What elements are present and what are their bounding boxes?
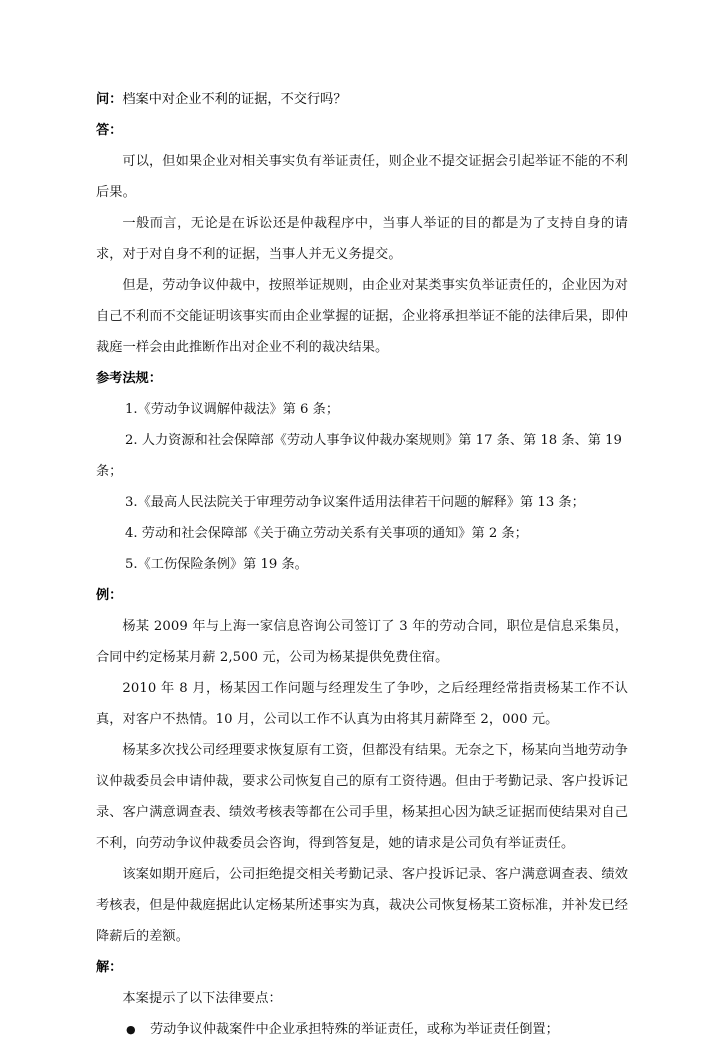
list-item: 1.《劳动争议调解仲裁法》第 6 条； <box>125 402 340 417</box>
question-line <box>96 84 628 115</box>
answer-paragraph: 可以，但如果企业对相关事实负有举证责任，则企业不提交证据会引起举证不能的不利后果。 <box>96 154 628 200</box>
list-item: 5.《工伤保险条例》第 19 条。 <box>125 557 308 572</box>
references-heading: 参考法规： <box>96 371 162 386</box>
answer-paragraph: 但是，劳动争议仲裁中，按照举证规则，由企业对某类事实负举证责任的，企业因为对自己不利而不交能证明该事实而由企业掌握的证据，企业将承担举证不能的法律后果，即仲裁庭一样会由此推断作出对企业不利的裁决结果。 <box>96 278 628 355</box>
example-heading: 例： <box>96 588 123 603</box>
references-list <box>96 394 628 580</box>
bullet-icon: ● <box>126 1023 136 1036</box>
example-paragraph: 杨某 2009 年与上海一家信息咨询公司签订了 3 年的劳动合同，职位是信息采集员，合同中约定杨某月薪 2,500 元，公司为杨某提供免费住宿。 <box>96 619 628 665</box>
analysis-intro: 本案提示了以下法律要点： <box>122 991 282 1006</box>
answer-paragraph: 一般而言，无论是在诉讼还是仲裁程序中，当事人举证的目的都是为了支持自身的请求，对于对自身不利的证据，当事人并无义务提交。 <box>96 216 628 262</box>
analysis-heading: 解： <box>96 960 123 975</box>
list-item: 2. 人力资源和社会保障部《劳动人事争议仲裁办案规则》第 17 条、第 18 条、第 19 条； <box>96 433 622 479</box>
list-item: 3.《最高人民法院关于审理劳动争议案件适用法律若干问题的解释》第 13 条； <box>125 495 585 510</box>
legal-points-list <box>96 1014 628 1045</box>
example-paragraph: 该案如期开庭后，公司拒绝提交相关考勤记录、客户投诉记录、客户满意调查表、绩效考核表，但是仲裁庭据此认定杨某所述事实为真，裁决公司恢复杨某工资标准，并补发已经降薪后的差额。 <box>96 867 628 944</box>
example-paragraph: 2010 年 8 月，杨某因工作问题与经理发生了争吵，之后经理经常指责杨某工作不认真，对客户不热情。10 月，公司以工作不认真为由将其月薪降至 2，000 元。 <box>96 681 628 727</box>
question-marker: 问： <box>96 92 123 107</box>
list-item: 4. 劳动和社会保障部《关于确立劳动关系有关事项的通知》第 2 条； <box>125 526 528 541</box>
list-item-label: 劳动争议仲裁案件中企业承担特殊的举证责任，或称为举证责任倒置； <box>150 1022 559 1037</box>
example-paragraph: 杨某多次找公司经理要求恢复原有工资，但都没有结果。无奈之下，杨某向当地劳动争议仲裁委员会申请仲裁，要求公司恢复自己的原有工资待遇。但由于考勤记录、客户投诉记录、客户满意调查表、绩效考核表等都在公司手里，杨某担心因为缺乏证据而使结果对自己不利，向劳动争议仲裁委员会咨询，得到答复是，她的请求是公司负有举证责任。 <box>96 743 628 851</box>
list-item <box>96 1014 628 1045</box>
document-body <box>96 84 628 1045</box>
answer-marker: 答： <box>96 123 123 138</box>
question-text: 档案中对企业不利的证据，不交行吗？ <box>122 92 347 107</box>
